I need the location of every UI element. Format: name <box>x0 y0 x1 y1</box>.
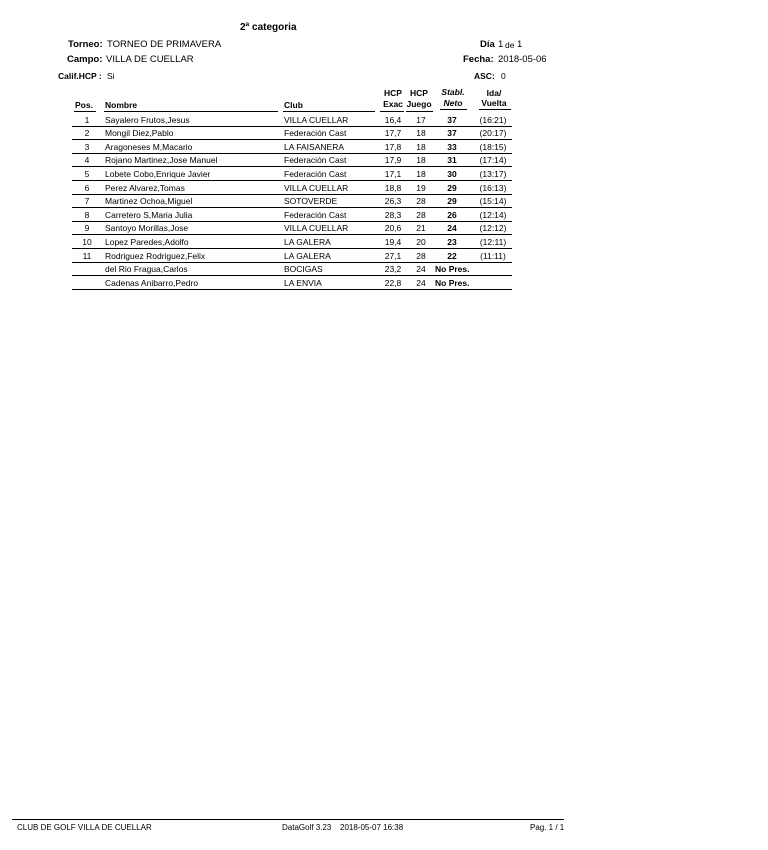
torneo-label: Torneo: <box>68 39 103 50</box>
row-ida-vuelta: (12:12) <box>479 223 507 234</box>
category-title: 2ª categoria <box>240 22 297 33</box>
row-stabl: No Pres. <box>435 277 470 288</box>
col-stabl-line2: Neto <box>443 98 463 108</box>
row-pos: 10 <box>82 236 92 247</box>
col-hcp-exac-line2: Exac <box>383 99 403 109</box>
torneo-value: TORNEO DE PRIMAVERA <box>107 39 222 50</box>
row-nombre: Mongil Diez,Pablo <box>105 128 174 139</box>
row-club: SOTOVERDE <box>284 196 338 207</box>
row-stabl: 31 <box>447 155 457 166</box>
row-stabl: No Pres. <box>435 264 470 275</box>
row-ida-vuelta: (16:13) <box>479 182 507 193</box>
row-stabl: 23 <box>447 236 457 247</box>
table-row <box>72 263 512 277</box>
header-underline-ida <box>479 109 511 110</box>
row-club: Federación Cast <box>284 209 347 220</box>
row-club: LA GALERA <box>284 250 331 261</box>
row-pos: 3 <box>84 141 90 152</box>
row-club: LA GALERA <box>284 236 331 247</box>
row-ida-vuelta: (20:17) <box>479 128 507 139</box>
row-stabl: 37 <box>447 128 457 139</box>
row-pos: 2 <box>84 128 90 139</box>
footer-club: CLUB DE GOLF VILLA DE CUELLAR <box>17 823 152 832</box>
col-club: Club <box>284 100 303 110</box>
footer-printed: 2018-05-07 16:38 <box>340 823 404 832</box>
col-hcp-juego-line1: HCP <box>410 88 428 98</box>
fecha-label: Fecha: <box>463 54 494 65</box>
table-row <box>72 113 512 127</box>
campo-label: Campo: <box>67 54 103 65</box>
row-hcp-juego: 18 <box>416 128 426 139</box>
row-hcp-juego: 24 <box>416 277 426 288</box>
row-nombre: del Rio Fragua,Carlos <box>105 264 188 275</box>
row-hcp-exac: 20,6 <box>384 223 402 234</box>
table-row <box>72 222 512 236</box>
footer-rule <box>12 819 564 820</box>
col-pos: Pos. <box>75 100 93 110</box>
row-club: VILLA CUELLAR <box>284 114 349 125</box>
row-club: LA FAISANERA <box>284 141 344 152</box>
row-stabl: 33 <box>447 141 457 152</box>
row-club: Federación Cast <box>284 168 347 179</box>
row-stabl: 22 <box>447 250 457 261</box>
row-club: VILLA CUELLAR <box>284 223 349 234</box>
row-stabl: 29 <box>447 182 457 193</box>
row-hcp-juego: 28 <box>416 209 426 220</box>
footer-software: DataGolf 3.23 <box>282 823 332 832</box>
table-row <box>72 276 512 290</box>
row-ida-vuelta: (17:14) <box>479 155 507 166</box>
footer-page: Pag. 1 / 1 <box>530 823 565 832</box>
row-pos: 1 <box>84 114 90 125</box>
row-hcp-juego: 18 <box>416 155 426 166</box>
row-hcp-juego: 18 <box>416 141 426 152</box>
row-pos: 7 <box>84 196 90 207</box>
row-pos: 5 <box>84 168 90 179</box>
row-ida-vuelta: (12:11) <box>479 236 507 247</box>
row-stabl: 29 <box>447 196 457 207</box>
header-underline-club <box>283 111 375 112</box>
calif-hcp-value: Si <box>107 71 115 81</box>
row-stabl: 30 <box>447 168 457 179</box>
row-ida-vuelta: (11:11) <box>480 250 506 261</box>
row-hcp-juego: 21 <box>416 223 426 234</box>
row-stabl: 24 <box>447 223 457 234</box>
row-hcp-exac: 22,8 <box>384 277 402 288</box>
row-nombre: Perez Alvarez,Tomas <box>105 182 185 193</box>
col-hcp-juego-line2: Juego <box>406 99 432 109</box>
row-nombre: Santoyo Morillas,Jose <box>105 223 189 234</box>
row-ida-vuelta: (16:21) <box>479 114 507 125</box>
row-club: VILLA CUELLAR <box>284 182 349 193</box>
table-row <box>72 235 512 249</box>
row-nombre: Lobete Cobo,Enrique Javier <box>105 168 211 179</box>
asc-value: 0 <box>501 71 506 81</box>
row-hcp-juego: 17 <box>416 114 426 125</box>
row-hcp-exac: 17,1 <box>384 168 402 179</box>
asc-label: ASC: <box>474 71 495 81</box>
row-pos: 8 <box>84 209 90 220</box>
col-ida-line2: Vuelta <box>481 98 507 108</box>
row-hcp-exac: 26,3 <box>384 196 402 207</box>
row-club: BOCIGAS <box>284 264 323 275</box>
row-ida-vuelta: (12:14) <box>479 209 507 220</box>
row-ida-vuelta: (15:14) <box>479 196 507 207</box>
row-hcp-exac: 16,4 <box>384 114 402 125</box>
row-pos: 11 <box>82 250 92 261</box>
table-row <box>72 208 512 222</box>
row-nombre: Aragoneses M,Macario <box>105 141 193 152</box>
calif-hcp-label: Calif.HCP : <box>58 71 102 81</box>
campo-value: VILLA DE CUELLAR <box>106 54 194 65</box>
row-hcp-exac: 19,4 <box>384 236 402 247</box>
dia-value: 1 <box>498 39 504 50</box>
table-row <box>72 195 512 209</box>
row-nombre: Martinez Ochoa,Miguel <box>105 196 193 207</box>
row-hcp-juego: 18 <box>416 168 426 179</box>
row-hcp-juego: 28 <box>416 250 426 261</box>
dia-label: Día <box>480 39 495 50</box>
col-hcp-exac-line1: HCP <box>384 88 402 98</box>
table-row <box>72 181 512 195</box>
row-hcp-juego: 20 <box>416 236 426 247</box>
table-row <box>72 167 512 181</box>
row-nombre: Cadenas Anibarro,Pedro <box>105 277 199 288</box>
row-ida-vuelta: (13:17) <box>479 168 507 179</box>
row-hcp-juego: 24 <box>416 264 426 275</box>
row-club: Federación Cast <box>284 128 347 139</box>
col-stabl-line1: Stabl. <box>441 87 465 97</box>
row-pos: 9 <box>84 223 90 234</box>
row-nombre: Sayalero Frutos,Jesus <box>105 114 190 125</box>
row-nombre: Rodriguez Rodriguez,Felix <box>105 250 206 261</box>
row-nombre: Lopez Paredes,Adolfo <box>105 236 189 247</box>
row-hcp-juego: 28 <box>416 196 426 207</box>
row-hcp-exac: 17,7 <box>384 128 402 139</box>
dia-de: de <box>505 40 515 50</box>
table-row <box>72 249 512 263</box>
header-underline-hcp-exac <box>380 111 404 112</box>
header-underline-pos <box>74 111 96 112</box>
row-pos: 4 <box>84 155 90 166</box>
row-stabl: 37 <box>447 114 457 125</box>
header-underline-nombre <box>104 111 278 112</box>
table-row <box>72 140 512 154</box>
row-hcp-exac: 28,3 <box>384 209 402 220</box>
row-club: LA ENVIA <box>284 277 322 288</box>
row-club: Federación Cast <box>284 155 347 166</box>
row-hcp-exac: 18,8 <box>384 182 402 193</box>
col-nombre: Nombre <box>105 100 138 110</box>
row-ida-vuelta: (18:15) <box>479 141 507 152</box>
fecha-value: 2018-05-06 <box>498 54 547 65</box>
row-hcp-juego: 19 <box>416 182 426 193</box>
table-row <box>72 154 512 168</box>
header-underline-stabl <box>440 109 467 110</box>
row-hcp-exac: 17,8 <box>384 141 402 152</box>
row-pos: 6 <box>84 182 90 193</box>
row-hcp-exac: 27,1 <box>384 250 402 261</box>
row-stabl: 26 <box>447 209 457 220</box>
col-ida-line1: Ida/ <box>486 88 502 98</box>
row-hcp-exac: 23,2 <box>384 264 402 275</box>
table-row <box>72 127 512 141</box>
row-nombre: Carretero S,Maria Julia <box>105 209 193 220</box>
header-underline-hcp-juego <box>406 111 433 112</box>
dia-total: 1 <box>517 39 523 50</box>
row-nombre: Rojano Martinez,Jose Manuel <box>105 155 218 166</box>
row-hcp-exac: 17,9 <box>384 155 402 166</box>
